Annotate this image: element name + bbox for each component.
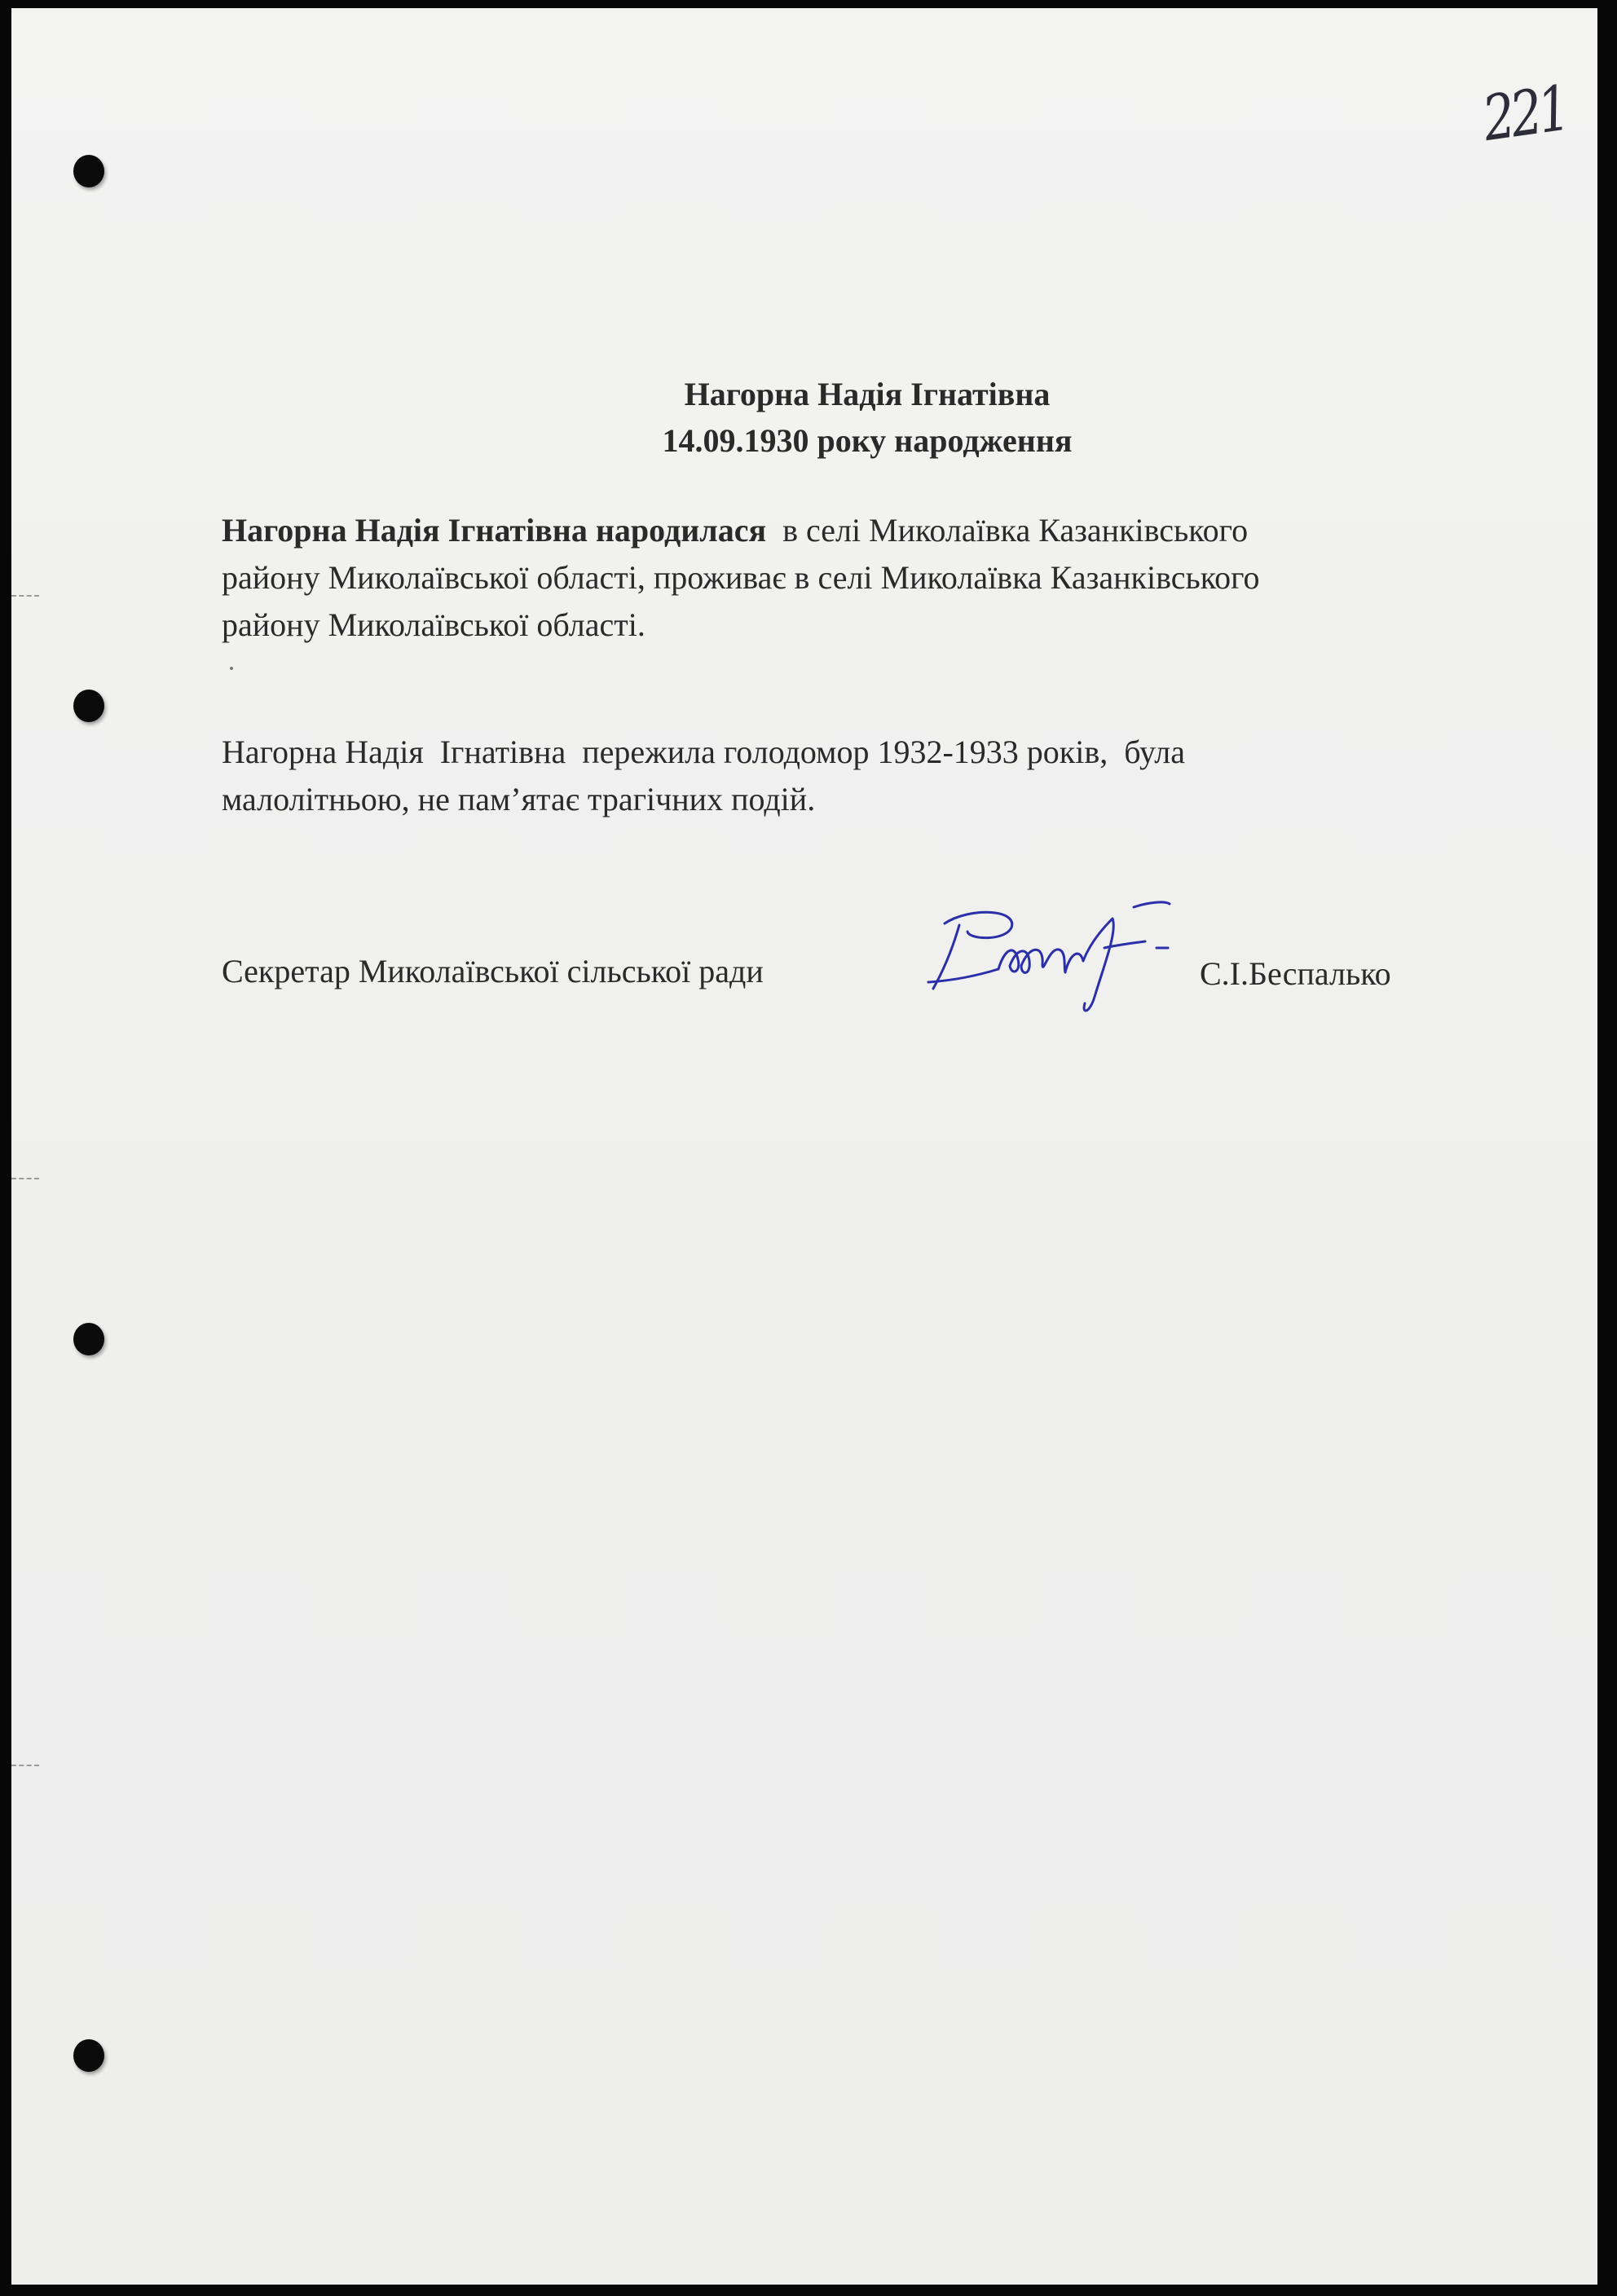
margin-tick [11,595,39,597]
birth-paragraph [222,507,1493,649]
signatory-position: Секретар Миколаївської сільської ради [222,953,764,989]
margin-tick [11,1178,39,1179]
punch-hole [73,690,104,722]
paper-sheet [11,8,1597,2285]
document-title: Нагорна Надія Ігнатівна [684,376,1051,412]
paragraph-line [222,507,1493,554]
signatory-name: С.І.Беспалько [1200,955,1391,992]
birth-date-line: 14.09.1930 року народження [662,422,1073,459]
stray-mark [230,667,233,670]
bold-lead: Нагорна Надія Ігнатівна народилася [222,512,767,549]
punch-hole [73,2039,104,2072]
paragraph-line: району Миколаївської області. [222,606,645,643]
line-text: в селі Миколаївка Казанківського [766,512,1249,549]
paragraph-line: району Миколаївської області, проживає в селі Миколаївка Казанківського [222,559,1260,596]
punch-hole [73,155,104,187]
punch-hole [73,1323,104,1355]
folio-number: 221 [1478,71,1571,156]
margin-tick [11,1765,39,1766]
handwritten-signature [920,891,1197,1021]
famine-paragraph [222,729,1493,823]
paragraph-line: малолітньою, не пам’ятає трагічних подій. [222,781,816,817]
paragraph-line: Нагорна Надія Ігнатівна пережила голодомор 1932-1933 років, була [222,734,1186,770]
